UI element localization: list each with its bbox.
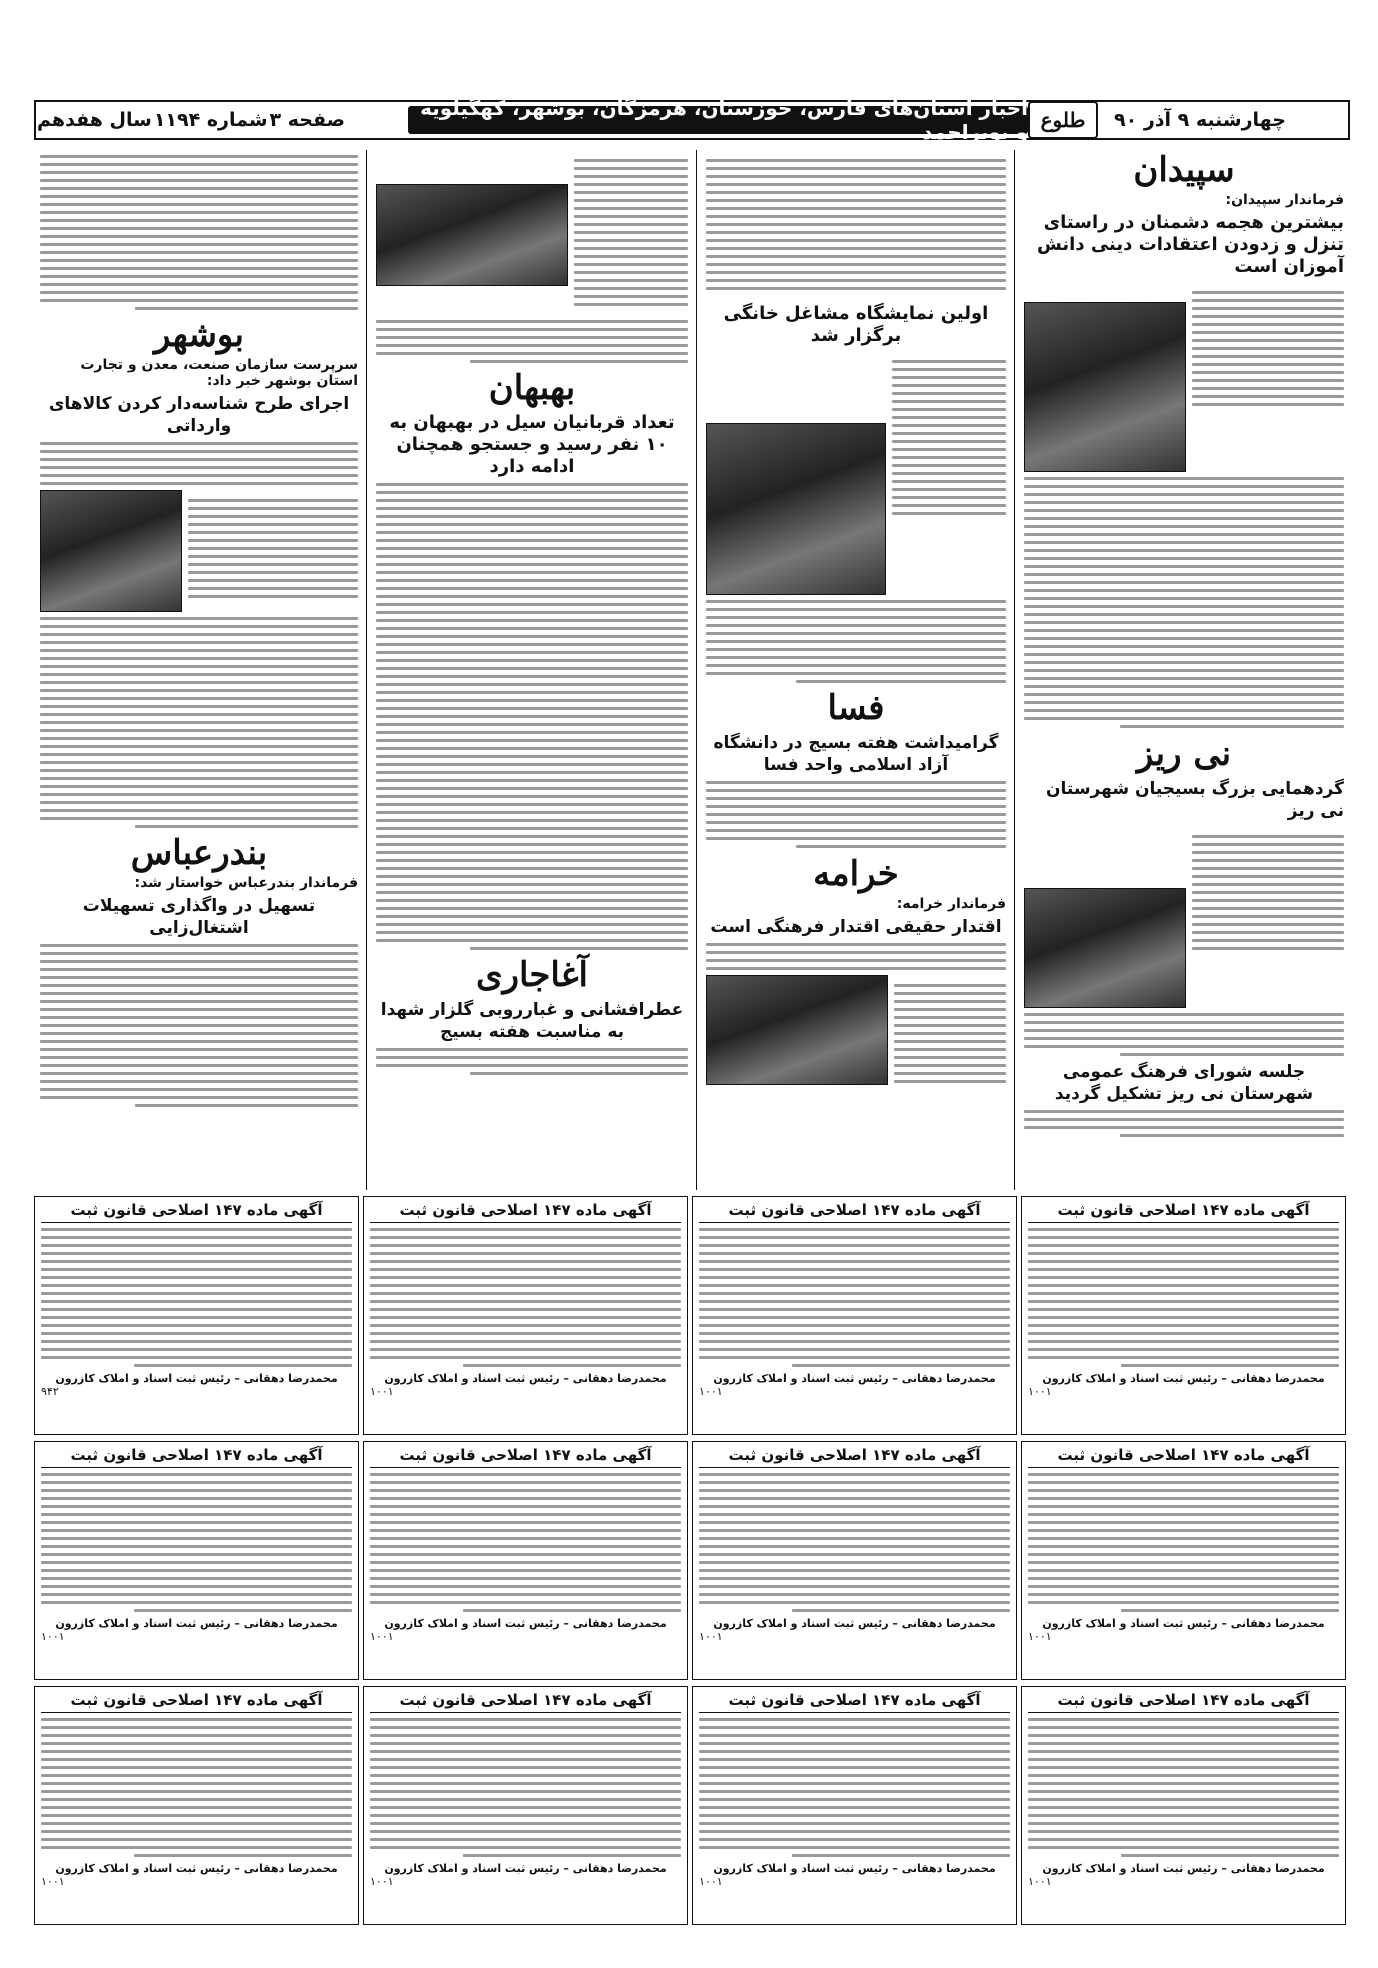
- column-bushehr: [34, 150, 364, 1112]
- article-body: [1024, 1110, 1344, 1137]
- legal-notice-body: [1028, 1228, 1339, 1367]
- article-body: [706, 600, 1006, 683]
- legal-notice-code: ۱۰۰۱: [1028, 1385, 1052, 1398]
- legal-notice-signature: محمدرضا دهقانی – رئیس ثبت اسناد و املاک کازرون: [384, 1617, 667, 1630]
- article-body: [706, 781, 1006, 848]
- banner-title: اخبار استان‌های فارس، خوزستان، هرمزگان، بوشهر، کهگیلویه و بویراحمد: [408, 106, 1028, 134]
- legal-notice-body: [1028, 1718, 1339, 1857]
- legal-notice: [34, 1686, 359, 1925]
- column-behbahan: [370, 150, 694, 1080]
- legal-notice-signature: محمدرضا دهقانی – رئیس ثبت اسناد و املاک کازرون: [55, 1372, 338, 1385]
- photo: [1024, 302, 1186, 472]
- headline: اقتدار حقیقی اقتدار فرهنگی است: [710, 917, 1002, 937]
- legal-notice: [1021, 1686, 1346, 1925]
- legal-notice-code: ۱۰۰۱: [41, 1875, 65, 1888]
- headline: تسهیل در واگذاری تسهیلات اشتغال‌زایی: [82, 896, 316, 938]
- article-body: [574, 154, 688, 311]
- legal-notice: [1021, 1441, 1346, 1680]
- legal-notice-signature: محمدرضا دهقانی – رئیس ثبت اسناد و املاک کازرون: [1042, 1372, 1325, 1385]
- legal-notice-heading: آگهی ماده ۱۴۷ اصلاحی قانون ثبت: [699, 1446, 1010, 1468]
- banner-issue: شماره ۱۱۹۴: [153, 109, 268, 131]
- legal-notice-body: [1028, 1473, 1339, 1612]
- column-rule: [696, 150, 697, 1190]
- headline: بیشترین هجمه دشمنان در راستای تنزل و زدودن اعتقادات دینی دانش آموزان است: [1036, 212, 1344, 277]
- byline: فرماندار سپیدان:: [1225, 192, 1344, 208]
- legal-notice-body: [41, 1228, 352, 1367]
- photo: [376, 184, 568, 286]
- legal-notice-signature: محمدرضا دهقانی – رئیس ثبت اسناد و املاک کازرون: [55, 1862, 338, 1875]
- banner-year: سال هفدهم: [37, 109, 152, 131]
- newspaper-logo: طلوع: [1028, 101, 1098, 139]
- article-body: [1192, 286, 1344, 411]
- headline: تعداد قربانیان سیل در بهبهان به ۱۰ نفر رسید و جستجو همچنان ادامه دارد: [389, 412, 675, 477]
- legal-notice: [34, 1441, 359, 1680]
- byline: فرماندار بندرعباس خواستار شد:: [134, 875, 358, 891]
- column-rule: [1014, 150, 1015, 1190]
- legal-notice-body: [370, 1473, 681, 1612]
- byline: سرپرست سازمان صنعت، معدن و تجارت استان بوشهر خبر داد:: [80, 357, 358, 389]
- legal-notice-body: [699, 1718, 1010, 1857]
- section-title-kharameh: خرامه: [813, 854, 899, 894]
- legal-notice-heading: آگهی ماده ۱۴۷ اصلاحی قانون ثبت: [1028, 1201, 1339, 1223]
- legal-notice-code: ۱۰۰۱: [370, 1875, 394, 1888]
- photo: [706, 975, 888, 1085]
- headline: گردهمایی بزرگ بسیجیان شهرستان نی ریز: [1045, 779, 1344, 821]
- legal-notice-body: [370, 1718, 681, 1857]
- legal-notice-code: ۱۰۰۱: [1028, 1875, 1052, 1888]
- article-body: [706, 943, 1006, 970]
- banner-page: صفحه ۳: [269, 109, 346, 131]
- legal-notice-code: ۱۰۰۱: [699, 1385, 723, 1398]
- legal-notice-code: ۱۰۰۱: [699, 1875, 723, 1888]
- article-body: [1024, 477, 1344, 728]
- legal-notice-code: ۱۰۰۱: [699, 1630, 723, 1643]
- headline: اولین نمایشگاه مشاغل خانگی برگزار شد: [723, 303, 989, 346]
- legal-notice-code: ۱۰۰۱: [41, 1630, 65, 1643]
- legal-notice: [692, 1196, 1017, 1435]
- legal-notice: [363, 1441, 688, 1680]
- headline: جلسه شورای فرهنگ عمومی شهرستان نی ریز تشکیل گردید: [1054, 1062, 1314, 1104]
- photo: [1024, 888, 1186, 1008]
- section-title-bushehr: بوشهر: [154, 315, 244, 355]
- photo: [706, 423, 886, 595]
- legal-notice-body: [699, 1473, 1010, 1612]
- section-title-sepidan: سپیدان: [1133, 150, 1235, 190]
- section-title-aghajari: آغاجاری: [476, 955, 588, 995]
- banner-date: چهارشنبه ۹ آذر ۹۰: [1114, 109, 1286, 131]
- photo: [40, 490, 182, 612]
- section-title-neyriz: نی ریز: [1136, 734, 1232, 774]
- section-title-bandarabbas: بندرعباس: [130, 833, 268, 873]
- page-banner: [34, 96, 1350, 144]
- legal-notice-code: ۱۰۰۱: [370, 1630, 394, 1643]
- legal-notice-body: [699, 1228, 1010, 1367]
- legal-notice-code: ۱۰۰۱: [370, 1385, 394, 1398]
- article-body: [40, 617, 358, 828]
- article-body: [40, 442, 358, 485]
- legal-notice-signature: محمدرضا دهقانی – رئیس ثبت اسناد و املاک کازرون: [384, 1372, 667, 1385]
- headline: اجرای طرح شناسه‌دار کردن کالاهای وارداتی: [48, 394, 350, 436]
- banner-issue-area: [36, 102, 346, 138]
- section-title-fasa: فسا: [827, 688, 885, 728]
- legal-notice-heading: آگهی ماده ۱۴۷ اصلاحی قانون ثبت: [41, 1691, 352, 1713]
- article-body: [1024, 1013, 1344, 1056]
- legal-notice-heading: آگهی ماده ۱۴۷ اصلاحی قانون ثبت: [699, 1691, 1010, 1713]
- legal-notice-body: [41, 1473, 352, 1612]
- headline: گرامیداشت هفته بسیج در دانشگاه آزاد اسلامی واحد فسا: [713, 733, 999, 775]
- legal-notice-signature: محمدرضا دهقانی – رئیس ثبت اسناد و املاک کازرون: [713, 1617, 996, 1630]
- article-body: [376, 483, 688, 950]
- article-body: [188, 494, 358, 603]
- article-body: [1192, 830, 1344, 955]
- column-fasa: [700, 150, 1012, 1092]
- article-body: [376, 1048, 688, 1075]
- legal-notice-heading: آگهی ماده ۱۴۷ اصلاحی قانون ثبت: [699, 1201, 1010, 1223]
- article-body: [892, 355, 1006, 520]
- legal-notice-signature: محمدرضا دهقانی – رئیس ثبت اسناد و املاک کازرون: [1042, 1617, 1325, 1630]
- legal-notice: [363, 1196, 688, 1435]
- section-title-behbahan: بهبهان: [488, 368, 576, 408]
- column-sepidan: [1018, 150, 1350, 1142]
- legal-notice: [1021, 1196, 1346, 1435]
- article-body: [706, 154, 1006, 295]
- legal-notice-signature: محمدرضا دهقانی – رئیس ثبت اسناد و املاک کازرون: [1042, 1862, 1325, 1875]
- legal-notice-heading: آگهی ماده ۱۴۷ اصلاحی قانون ثبت: [1028, 1446, 1339, 1468]
- legal-notice-signature: محمدرضا دهقانی – رئیس ثبت اسناد و املاک کازرون: [713, 1862, 996, 1875]
- legal-notice-signature: محمدرضا دهقانی – رئیس ثبت اسناد و املاک کازرون: [55, 1617, 338, 1630]
- article-body: [894, 979, 1006, 1088]
- legal-notice: [692, 1686, 1017, 1925]
- banner-date-area: [1028, 102, 1348, 138]
- headline: عطرافشانی و غبارروبی گلزار شهدا به مناسبت هفته بسیج: [380, 1000, 684, 1042]
- legal-notice-body: [41, 1718, 352, 1857]
- article-body: [40, 944, 358, 1107]
- legal-notice-signature: محمدرضا دهقانی – رئیس ثبت اسناد و املاک کازرون: [384, 1862, 667, 1875]
- legal-notice-heading: آگهی ماده ۱۴۷ اصلاحی قانون ثبت: [370, 1446, 681, 1468]
- legal-notice-heading: آگهی ماده ۱۴۷ اصلاحی قانون ثبت: [41, 1201, 352, 1223]
- legal-notice-code: ۱۰۰۱: [1028, 1630, 1052, 1643]
- legal-notice: [34, 1196, 359, 1435]
- legal-notice-heading: آگهی ماده ۱۴۷ اصلاحی قانون ثبت: [370, 1201, 681, 1223]
- legal-notice: [363, 1686, 688, 1925]
- article-body: [376, 320, 688, 363]
- byline: فرماندار خرامه:: [896, 896, 1006, 912]
- column-rule: [366, 150, 367, 1190]
- legal-notice-body: [370, 1228, 681, 1367]
- legal-notice-heading: آگهی ماده ۱۴۷ اصلاحی قانون ثبت: [41, 1446, 352, 1468]
- legal-notice-heading: آگهی ماده ۱۴۷ اصلاحی قانون ثبت: [1028, 1691, 1339, 1713]
- legal-notice-signature: محمدرضا دهقانی – رئیس ثبت اسناد و املاک کازرون: [713, 1372, 996, 1385]
- legal-notice: [692, 1441, 1017, 1680]
- legal-notice-code: ۹۴۲: [41, 1385, 59, 1398]
- article-body: [40, 155, 358, 310]
- legal-notice-heading: آگهی ماده ۱۴۷ اصلاحی قانون ثبت: [370, 1691, 681, 1713]
